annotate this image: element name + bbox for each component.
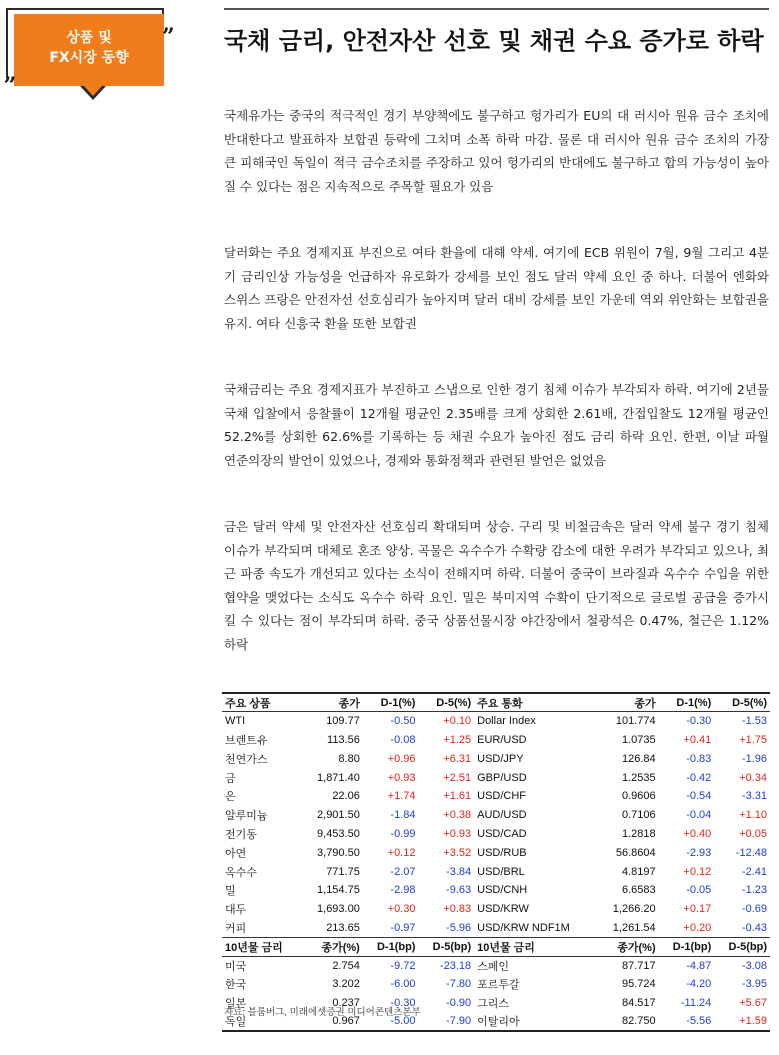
table-cell: +1.10 [739,809,767,822]
table-row [222,749,770,768]
table-cell: GBP/USD [477,771,527,784]
table-cell: 95.724 [621,978,656,991]
table-cell: -1.96 [741,752,767,765]
table-cell: -9.63 [446,884,472,897]
table-cell: 1,154.75 [317,884,360,897]
table-row [222,862,770,881]
table-row [222,731,770,750]
table-cell: -12.48 [735,846,767,859]
table-cell: 미국 [225,960,247,973]
table-cell: USD/BRL [477,865,525,878]
table-cell: -0.54 [686,790,712,803]
table-cell: 2,901.50 [317,809,360,822]
column-header: D-1(%) [363,693,419,712]
table-cell: 한국 [225,979,247,992]
column-header: 종가 [598,693,659,712]
table-cell: +3.52 [443,846,472,859]
table-cell: -9.72 [390,959,416,972]
table-row [222,825,770,844]
table-cell: 1.0735 [621,733,656,746]
table-cell: -3.08 [741,959,767,972]
table-cell: +0.05 [739,827,767,840]
table-row [222,768,770,787]
table-cell: -11.24 [680,997,712,1010]
table-cell: +2.51 [443,771,472,784]
table-cell: +1.59 [714,1013,770,1032]
table-cell: -2.98 [390,884,416,897]
table-cell: 포르투갈 [477,979,520,992]
table-row [222,806,770,825]
table-cell: 56.8604 [615,846,656,859]
table-cell: EUR/USD [477,733,527,746]
table-cell: 8.80 [338,752,360,765]
page-title: 국채 금리, 안전자산 선호 및 채권 수요 증가로 하락 [224,27,764,55]
table-cell: +0.30 [387,903,416,916]
table-cell: 전기동 [225,828,257,841]
table-cell: 이탈리아 [474,1013,597,1032]
table-cell: 일본 [225,998,247,1011]
table-cell: 1,261.54 [612,921,656,934]
column-header: 종가(%) [302,937,363,956]
table-cell: -1.23 [741,884,767,897]
table-row [222,975,770,994]
table-cell: 82.750 [598,1013,659,1032]
table-cell: -2.41 [741,865,767,878]
table-cell: +0.12 [683,865,712,878]
paragraph-treasury: 국채금리는 주요 경제지표가 부진하고 스냅으로 인한 경기 침체 이슈가 부각되자 하락. 여기에 2년물 국채 입찰에서 응찰률이 12개월 평균인 2.35배를 크게 상회한 2.61배, 간접입찰도 12개월 평균인 52.2%를 상회한 62.6%를 기록하는 등 채권 수요가 높아진 점도 금리 하락 요인. 한편, 이날 파월 연준의장의 발언이 있었으나, 경제와 통화정책과 관련된 발언은 없었음 [224,382,769,468]
table-cell: +5.67 [739,997,767,1010]
table-cell: -0.99 [390,827,416,840]
table-cell: 커피 [225,922,247,935]
table-cell: 3.202 [332,978,360,991]
badge-line-1: 상품 및 [66,30,112,46]
table-cell: -0.05 [686,884,712,897]
table-cell: USD/CHF [477,790,527,803]
table-cell: AUD/USD [477,809,527,822]
table-cell: -0.90 [446,997,472,1010]
table-cell: USD/CNH [477,884,528,897]
table-cell: USD/RUB [477,846,527,859]
table-cell: 스페인 [477,960,510,973]
table-cell: -0.08 [390,733,416,746]
table-source: 자료: 블룸버그, 미래에셋증권 미디어콘텐츠본부 [224,1007,421,1018]
table-cell: USD/JPY [477,752,524,765]
column-header: 종가 [302,693,363,712]
table-row [222,787,770,806]
table-cell: +0.34 [739,771,767,784]
table-cell: -3.95 [741,978,767,991]
column-header: 10년물 금리 [474,937,597,956]
table-cell: -0.30 [390,997,416,1010]
table-row [222,843,770,862]
quote-mark-right: ” [162,24,175,50]
table-cell: 그리스 [477,998,510,1011]
market-table [222,692,770,1032]
table-cell: -6.00 [390,978,416,991]
column-header: 주요 상품 [222,693,302,712]
table-cell: +1.25 [443,733,472,746]
table-cell: 1,871.40 [317,771,360,784]
column-header: D-5(%) [714,693,770,712]
table-cell: 4.8197 [621,865,656,878]
quote-mark-left: „ [4,60,17,86]
table-cell: WTI [225,715,246,728]
section-badge [14,14,164,86]
table-cell: 0.967 [302,1013,363,1032]
table-cell: -0.69 [741,903,767,916]
table-cell: -4.20 [686,978,712,991]
column-header: D-1(bp) [363,937,419,956]
title-rule [224,8,769,10]
column-header: D-5(bp) [714,937,770,956]
table-cell: -5.56 [659,1013,715,1032]
table-cell: +0.93 [443,827,472,840]
table-cell: 1,266.20 [612,903,656,916]
table-cell: 독일 [222,1013,302,1032]
table-cell: -5.96 [446,921,472,934]
table-cell: 0.237 [332,997,360,1010]
table-row [222,881,770,900]
table-cell: -1.84 [390,809,416,822]
table-cell: 109.77 [326,715,360,728]
table-cell: 은 [225,791,236,804]
table-cell: -3.84 [446,865,472,878]
table-cell: 113.56 [327,733,360,746]
table-cell: 6.6583 [621,884,656,897]
market-table-body [222,693,770,1031]
table-cell: +0.10 [443,715,472,728]
table-row [222,919,770,938]
table-cell: 1,693.00 [317,903,360,916]
table-cell: 알루미늄 [225,810,268,823]
table-cell: 아연 [225,847,247,860]
table-cell: +0.93 [387,771,416,784]
table-cell: +0.41 [683,733,712,746]
table-cell: -2.93 [686,846,712,859]
table-cell: 2.754 [332,959,360,972]
table-cell: 126.84 [621,752,656,765]
table-cell: 101.774 [615,715,656,728]
column-header: 종가(%) [598,937,659,956]
paragraph-oil: 국제유가는 중국의 적극적인 경기 부양책에도 불구하고 헝가리가 EU의 대 러시아 원유 금수 조치에 반대한다고 발표하자 보합권 등락에 그치며 소폭 하락 마감. 물론 대 러시아 원유 금수 조치의 가장 큰 피해국인 독일이 적극 금수조치를 주장하고 있어 헝가리의 반대에도 불구하고 합의 가능성이 높아질 수 있다는 점은 지속적으로 주목할 필요가 있음 [224,108,769,194]
table-cell: 22.06 [332,790,360,803]
paragraph-dollar: 달러화는 주요 경제지표 부진으로 여타 환율에 대해 약세. 여기에 ECB 위원이 7월, 9월 그리고 4분기 금리인상 가능성을 언급하자 유로화가 강세를 보인 점도 달러 약세 요인 중 하나. 더불어 엔화와 스위스 프랑은 안전자선 선호심리가 높아지며 달러 대비 강세를 보인 가운데 역외 위안화는 보합권을 유지. 여타 신흥국 환율 또한 보합권 [224,245,769,331]
table-cell: +6.31 [443,752,472,765]
paragraph-gold: 금은 달러 약세 및 안전자산 선호심리 확대되며 상승. 구리 및 비철금속은 달러 약세 불구 경기 침체 이슈가 부각되며 대체로 혼조 양상. 곡물은 옥수수가 수확량 감소에 대한 우려가 부각되고 있으나, 최근 파종 속도가 개선되고 있다는 소식이 전해지며 하락. 더불어 중국이 브라질과 옥수수 수입을 위한 협약을 맺었다는 소식도 옥수수 하락 요인. 밀은 북미지역 수확이 단기적으로 글로벌 공급을 증가시킬 수 있다는 점이 부각되며 하락. 중국 상품선물시장 야간장에서 철광석은 0.47%, 철근은 1.12% 하락 [224,519,769,652]
column-header: D-1(%) [659,693,715,712]
table-cell: 천연가스 [225,753,268,766]
table-cell: -4.87 [686,959,712,972]
table-cell: 84.517 [621,997,656,1010]
column-header: 주요 통화 [474,693,597,712]
table-cell: USD/KRW NDF1M [477,921,570,934]
table-cell: -0.42 [686,771,712,784]
table-cell: 1.2818 [621,827,656,840]
table-row [222,712,770,731]
table-row [222,900,770,919]
column-header: D-5(%) [418,693,474,712]
table-cell: 0.7106 [621,809,656,822]
table-cell: +0.20 [683,921,712,934]
table-cell: +0.40 [683,827,712,840]
table-cell: USD/KRW [477,903,529,916]
table-cell: USD/CAD [477,827,527,840]
table-cell: -0.30 [686,715,712,728]
table-cell: +0.38 [443,809,472,822]
table-cell: -7.80 [446,978,472,991]
column-header: D-1(bp) [659,937,715,956]
table-cell: 213.65 [326,921,360,934]
table-cell: +0.83 [443,903,472,916]
table-header-row [222,937,770,956]
table-row [222,956,770,975]
table-cell: -1.53 [741,715,767,728]
table-cell: 771.75 [326,865,360,878]
table-cell: +1.75 [739,733,767,746]
table-cell: 금 [225,772,236,785]
column-header: 10년물 금리 [222,937,302,956]
column-header: D-5(bp) [418,937,474,956]
table-cell: 브렌트유 [225,734,268,747]
table-cell: 대두 [225,904,247,917]
table-cell: -0.43 [741,921,767,934]
table-cell: -0.97 [390,921,416,934]
table-cell: 1.2535 [621,771,656,784]
table-cell: -0.04 [686,809,712,822]
badge-frame [6,8,164,10]
table-cell: +0.96 [387,752,416,765]
badge-tail [84,86,102,96]
table-header-row [222,693,770,712]
table-cell: 옥수수 [225,866,257,879]
table-cell: -0.83 [686,752,712,765]
table-cell: 87.717 [621,959,656,972]
table-cell: +0.17 [683,903,712,916]
table-cell: +1.61 [443,790,472,803]
table-cell: 9,453.50 [317,827,360,840]
table-cell: +1.74 [387,790,416,803]
table-cell: 3,790.50 [317,846,360,859]
table-cell: -3.31 [741,790,767,803]
table-cell: -5.00 [363,1013,419,1032]
table-cell: -0.50 [390,715,416,728]
table-cell: -7.90 [418,1013,474,1032]
table-cell: 밀 [225,885,236,898]
badge-line-2: FX시장 동향 [49,50,129,66]
table-cell: 0.9606 [621,790,656,803]
table-cell: +0.12 [387,846,416,859]
table-cell: -2.07 [390,865,416,878]
table-cell: -23.18 [439,959,472,972]
table-cell: Dollar Index [477,715,536,728]
